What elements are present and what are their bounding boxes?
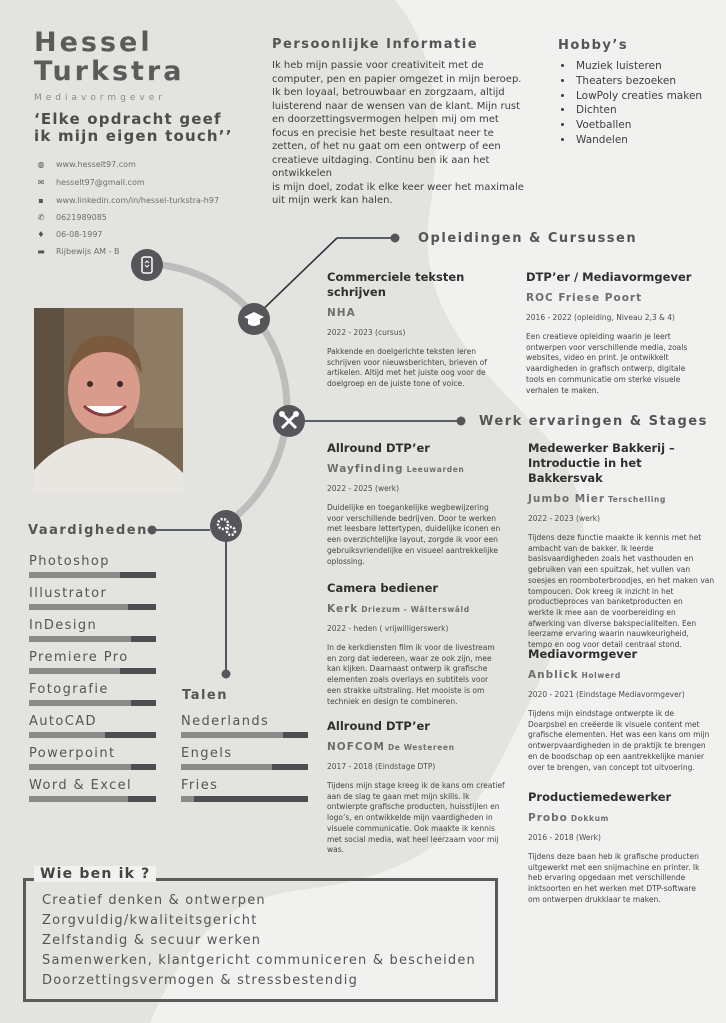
- text-line: een overzichtelijke layout, zorgde ik voor een: [327, 535, 498, 545]
- work-item: [327, 581, 517, 707]
- quote-line: ‘Elke opdracht geef: [34, 110, 222, 128]
- text-line: met leesbare lettertypen, duidelijke iconen en: [327, 524, 501, 534]
- text-line: over te brengen, van concept tot uitvoering.: [528, 762, 695, 772]
- contact-website[interactable]: [36, 160, 136, 172]
- contact-text: 0621989085: [56, 213, 107, 222]
- skill-name: Illustrator: [29, 586, 108, 601]
- work-description: [327, 781, 517, 856]
- work-org: [528, 669, 718, 681]
- text-line: focus en precisie het beste resultaat neer te: [272, 127, 494, 139]
- last-name: Turkstra: [34, 56, 185, 87]
- text-line: Pakkende en doelgerichte teksten leren: [327, 347, 476, 356]
- work-company: Anblick: [528, 669, 579, 681]
- skill-name: AutoCAD: [29, 714, 97, 729]
- text-line: tompoucen. Ook kreeg ik inzicht in het: [528, 586, 674, 596]
- education-org: NHA: [327, 307, 356, 319]
- work-title-line: Medewerker Bakkerij –: [528, 441, 675, 455]
- work-title-line: Introductie in het Bakkersvak: [528, 456, 642, 485]
- work-company: Jumbo Mier: [528, 493, 606, 505]
- graduation-cap-icon: [238, 303, 270, 335]
- text-line: visuele communicatie. Ook maakte ik kennis: [327, 823, 495, 833]
- work-item: [528, 441, 718, 651]
- education-title: DTP’er / Mediavormgever: [526, 270, 692, 284]
- hobby-item: • Wandelen: [574, 133, 702, 148]
- skill-level-bar: [29, 572, 156, 578]
- work-item: [327, 441, 517, 567]
- text-line: ontwerpvaardigheden in de praktijk te brengen: [528, 741, 706, 751]
- text-line: luisterend naar de wensen van de klant. Mijn rust: [272, 100, 521, 112]
- skill-level-fill: [29, 668, 120, 674]
- hobbies-section: [558, 38, 702, 148]
- education-description: [327, 347, 512, 390]
- contact-text: Rijbewijs AM - B: [56, 247, 120, 256]
- contact-email[interactable]: [36, 178, 145, 190]
- work-heading: Werk ervaringen & Stages: [479, 414, 708, 429]
- work-company: Probo: [528, 812, 568, 824]
- text-line: aan de slag te gaan met mijn skills. Ik: [327, 791, 470, 801]
- text-line: computer, pen en papier omgezet in mijn beroep.: [272, 73, 522, 85]
- work-description: [528, 852, 718, 906]
- quote-line: ik mijn eigen touch’’: [34, 127, 233, 145]
- gears-icon: [210, 510, 242, 542]
- text-line: Tijdens mijn eindstage ontwerpte ik de: [528, 709, 674, 718]
- text-line: doelgroep en de juiste tone of voice.: [327, 379, 465, 389]
- education-dates: 2022 - 2023 (cursus): [327, 328, 406, 337]
- skill-level-fill: [181, 732, 283, 738]
- text-line: tempo en oog voor detail centraal stond.: [528, 640, 682, 650]
- education-org: ROC Friese Poort: [526, 292, 643, 304]
- text-line: en zorg dat iedereen, waar ze ook zijn, mee: [327, 653, 492, 663]
- text-line: schrijven voor nieuwsberichten, brieven of: [327, 357, 488, 367]
- skill-level-fill: [181, 764, 272, 770]
- skill-name: Photoshop: [29, 554, 110, 569]
- text-line: vaardigheden in grafisch ontwerp, digitale: [526, 364, 686, 374]
- text-line: verhalen te maken.: [526, 385, 599, 395]
- work-item: [528, 647, 718, 773]
- text-line: Tijdens deze baan heb ik grafische producten: [528, 852, 699, 861]
- work-location: Terschelling: [608, 495, 666, 504]
- hobby-item: • Voetballen: [574, 118, 702, 133]
- work-org: [528, 493, 718, 505]
- skill-name: Word & Excel: [29, 778, 133, 793]
- text-line: Doarpsbel en creëerde ik visuele content met: [528, 719, 700, 729]
- education-title: Commerciele teksten schrijven: [327, 270, 465, 299]
- education-dates: 2016 - 2022 (opleiding, Niveau 2,3 & 4): [526, 313, 675, 322]
- profile-photo: [34, 308, 183, 493]
- skill-level-bar: [29, 604, 156, 610]
- text-line: uit mijn werk kan halen.: [272, 195, 393, 206]
- text-line: Creatief denken & ontwerpen: [42, 893, 266, 908]
- contact-text: www.linkedin.com/in/hessel-turkstra-h97: [56, 196, 220, 205]
- skill-level-fill: [29, 732, 105, 738]
- work-item: [528, 790, 718, 906]
- text-line: voor verschillende bedrijven. Door te werken: [327, 513, 496, 523]
- phone-icon: ✆: [37, 213, 45, 222]
- work-description: [327, 643, 517, 707]
- mail-icon: ✉: [37, 178, 45, 187]
- hobby-item: • Muziek luisteren: [574, 59, 702, 74]
- skill-name: Fotografie: [29, 682, 109, 697]
- text-line: logo’s, en ontwikkelde mijn vaardigheden in: [327, 813, 493, 823]
- text-line: Doorzettingsvermogen & stressbestendig: [42, 973, 359, 988]
- work-dates: 2017 - 2018 (Eindstage DTP): [327, 762, 436, 771]
- skill-name: Nederlands: [181, 714, 270, 729]
- text-line: Samenwerken, klantgericht communiceren & bescheiden: [42, 953, 476, 968]
- text-line: In de kerkdiensten film ik voor de livestream: [327, 643, 495, 652]
- work-dates: 2016 - 2018 (Werk): [528, 833, 601, 842]
- work-description: [327, 503, 517, 567]
- about-list: [42, 891, 476, 991]
- text-line: elementen zoals overlays en subtitels voor: [327, 675, 489, 685]
- text-line: productieproces van banketproducten en: [528, 597, 683, 607]
- skills-heading: Vaardigheden: [28, 523, 148, 538]
- skill-name: Engels: [181, 746, 233, 761]
- about-heading: Wie ben ik ?: [34, 866, 156, 882]
- job-role: Mediavormgever: [34, 93, 166, 103]
- skill-name: Powerpoint: [29, 746, 116, 761]
- work-dates: 2022 - 2025 (werk): [327, 484, 400, 493]
- contact-text: 06-08-1997: [56, 230, 103, 239]
- car-icon: ▬: [37, 247, 45, 256]
- education-item: [327, 270, 512, 390]
- text-line: ontwerpen voor verschillende media, zoals: [526, 342, 688, 352]
- hobbies-heading: Hobby’s: [558, 38, 629, 53]
- contact-phone: [36, 213, 107, 225]
- work-dates: 2022 - heden ( vrijwilligerswerk): [327, 624, 449, 633]
- text-line: werkte ik mee aan de voorbereiding en: [528, 607, 676, 617]
- skill-level-fill: [29, 572, 120, 578]
- skill-level-bar: [29, 668, 156, 674]
- text-line: kan kijken. Daarnaast ontwerp ik grafische: [327, 664, 488, 674]
- portrait-illustration: [34, 308, 183, 493]
- skill-level-fill: [29, 796, 128, 802]
- work-location: Holwerd: [581, 671, 621, 680]
- text-line: leerzame ervaring waarin nauwkeurigheid,: [528, 629, 689, 639]
- work-location: Dokkum: [570, 814, 609, 823]
- skill-level-fill: [181, 796, 194, 802]
- hobby-item: • Theaters bezoeken: [574, 74, 702, 89]
- text-line: gebruiken van een spuitzak, het vullen van: [528, 565, 691, 575]
- work-title: Allround DTP’er: [327, 441, 430, 455]
- education-description: [526, 332, 716, 396]
- text-line: Ik heb mijn passie voor creativiteit met de: [272, 60, 484, 71]
- text-line: tools en communicatie om sterke visuele: [526, 374, 681, 384]
- work-org: [327, 603, 517, 615]
- contact-text: hesselt97@gmail.com: [56, 178, 145, 187]
- work-org: [327, 463, 517, 475]
- text-line: Duidelijke en toegankelijke wegbewijzering: [327, 503, 489, 512]
- skill-name: InDesign: [29, 618, 98, 633]
- work-company: NOFCOM: [327, 741, 385, 753]
- tools-icon: [273, 405, 305, 437]
- text-line: techniek en design te combineren.: [327, 696, 458, 706]
- work-dates: 2022 - 2023 (werk): [528, 514, 601, 523]
- skill-level-bar: [181, 764, 308, 770]
- text-line: Een creatieve opleiding waarin je leert: [526, 332, 671, 341]
- personal-info-text: [272, 59, 547, 208]
- work-company: Wayfinding: [327, 463, 404, 475]
- work-org: [528, 812, 718, 824]
- contact-license: [36, 247, 120, 259]
- text-line: ambacht van de bakker. Ik leerde: [528, 543, 654, 553]
- linkedin-icon: ▪: [38, 196, 44, 205]
- text-line: en doorzettingsvermogen helpen mij om met: [272, 114, 499, 125]
- text-line: creatieve uitdaging. Continu ben ik aan het ontwikkelen: [272, 154, 490, 179]
- text-line: was.: [327, 845, 345, 855]
- skill-level-bar: [181, 732, 308, 738]
- text-line: is mijn doel, zodat ik elke keer weer het maximale: [272, 181, 524, 193]
- work-location: Driezum - Wâlterswâld: [361, 605, 470, 614]
- work-title: Camera bediener: [327, 581, 439, 595]
- hobby-item: • LowPoly creaties maken: [574, 89, 702, 104]
- text-line: gebruiksvriendelijke en visueel aantrekkelijke: [327, 545, 499, 555]
- skill-level-bar: [29, 636, 156, 642]
- text-line: basisvaardigheden zoals het vasthouden en: [528, 554, 694, 564]
- work-location: De Westereen: [387, 743, 455, 752]
- work-dates: 2020 - 2021 (Eindstage Mediavormgever): [528, 690, 685, 699]
- skill-level-bar: [29, 796, 156, 802]
- full-name: [34, 28, 184, 86]
- text-line: een strakke uitstraling. Het mooiste is om: [327, 685, 485, 695]
- work-company: Kerk: [327, 603, 359, 615]
- contact-birthday: [36, 230, 103, 242]
- work-location: Leeuwarden: [406, 465, 465, 474]
- text-line: en de boodschap op een aantrekkelijke manier: [528, 751, 705, 761]
- contact-linkedin[interactable]: [36, 196, 219, 208]
- text-line: met social media, wat heel leerzaam voor mij: [327, 834, 499, 844]
- personal-info-heading: Persoonlijke Informatie: [272, 37, 479, 52]
- work-description: [528, 533, 718, 651]
- skill-level-fill: [29, 764, 131, 770]
- skill-name: Fries: [181, 778, 219, 793]
- globe-icon: ◍: [37, 160, 45, 169]
- text-line: websites, video en print. Je ontwikkelt: [526, 353, 669, 363]
- text-line: uitgewerkt met een snijmachine en printer. Ik: [528, 862, 700, 872]
- text-line: Zorgvuldig/kwaliteitsgericht: [42, 913, 258, 928]
- personal-quote: [34, 111, 233, 145]
- skill-level-bar: [29, 700, 156, 706]
- work-description: [528, 709, 718, 773]
- text-line: om ontwerpen drukklaar te maken.: [528, 894, 661, 904]
- skill-level-bar: [181, 796, 308, 802]
- work-title: Mediavormgever: [528, 647, 638, 661]
- birthday-icon: ♦: [37, 230, 45, 239]
- languages-heading: Talen: [182, 688, 228, 703]
- skill-name: Premiere Pro: [29, 650, 129, 665]
- contact-text: www.hesselt97.com: [56, 160, 136, 169]
- text-line: artikelen. Altijd met het juiste oog voor de: [327, 368, 486, 378]
- text-line: Tijdens deze functie maakte ik kennis met het: [528, 533, 702, 542]
- text-line: ontwierpte grafische producten, huisstijlen en: [327, 802, 500, 812]
- skill-level-bar: [29, 764, 156, 770]
- text-line: afwerking van diverse bakspecialiteiten. Een: [528, 618, 697, 628]
- work-title: Allround DTP’er: [327, 719, 430, 733]
- hobbies-list: [558, 59, 702, 148]
- work-org: [327, 741, 517, 753]
- text-line: Zelfstandig & secuur werken: [42, 933, 262, 948]
- text-line: heb ervaring opgedaan met verschillende: [528, 873, 686, 883]
- text-line: Tijdens mijn stage kreeg ik de kans om creatief: [327, 781, 505, 790]
- work-title: Productiemedewerker: [528, 790, 672, 804]
- text-line: zetten, of het nu gaat om een ontwerp of een: [272, 141, 501, 152]
- text-line: oplossing.: [327, 556, 365, 566]
- text-line: inktsoorten en het werken met DTP-software: [528, 884, 696, 894]
- hobby-item: • Dichten: [574, 103, 702, 118]
- text-line: Ik ben loyaal, betrouwbaar en zorgzaam, altijd: [272, 87, 505, 98]
- skill-level-fill: [29, 604, 128, 610]
- education-item: [526, 270, 716, 396]
- skill-level-fill: [29, 700, 131, 706]
- education-heading: Opleidingen & Cursussen: [418, 231, 638, 246]
- text-line: grafische elementen. Het was een kans om mijn: [528, 730, 710, 740]
- skill-level-fill: [29, 636, 131, 642]
- first-name: Hessel: [34, 27, 153, 58]
- work-title: [528, 441, 718, 486]
- skill-level-bar: [29, 732, 156, 738]
- work-item: [327, 719, 517, 856]
- text-line: soesjes en roomboterbroodjes, en het maken van: [528, 575, 715, 585]
- phone-circle-icon: [131, 249, 163, 281]
